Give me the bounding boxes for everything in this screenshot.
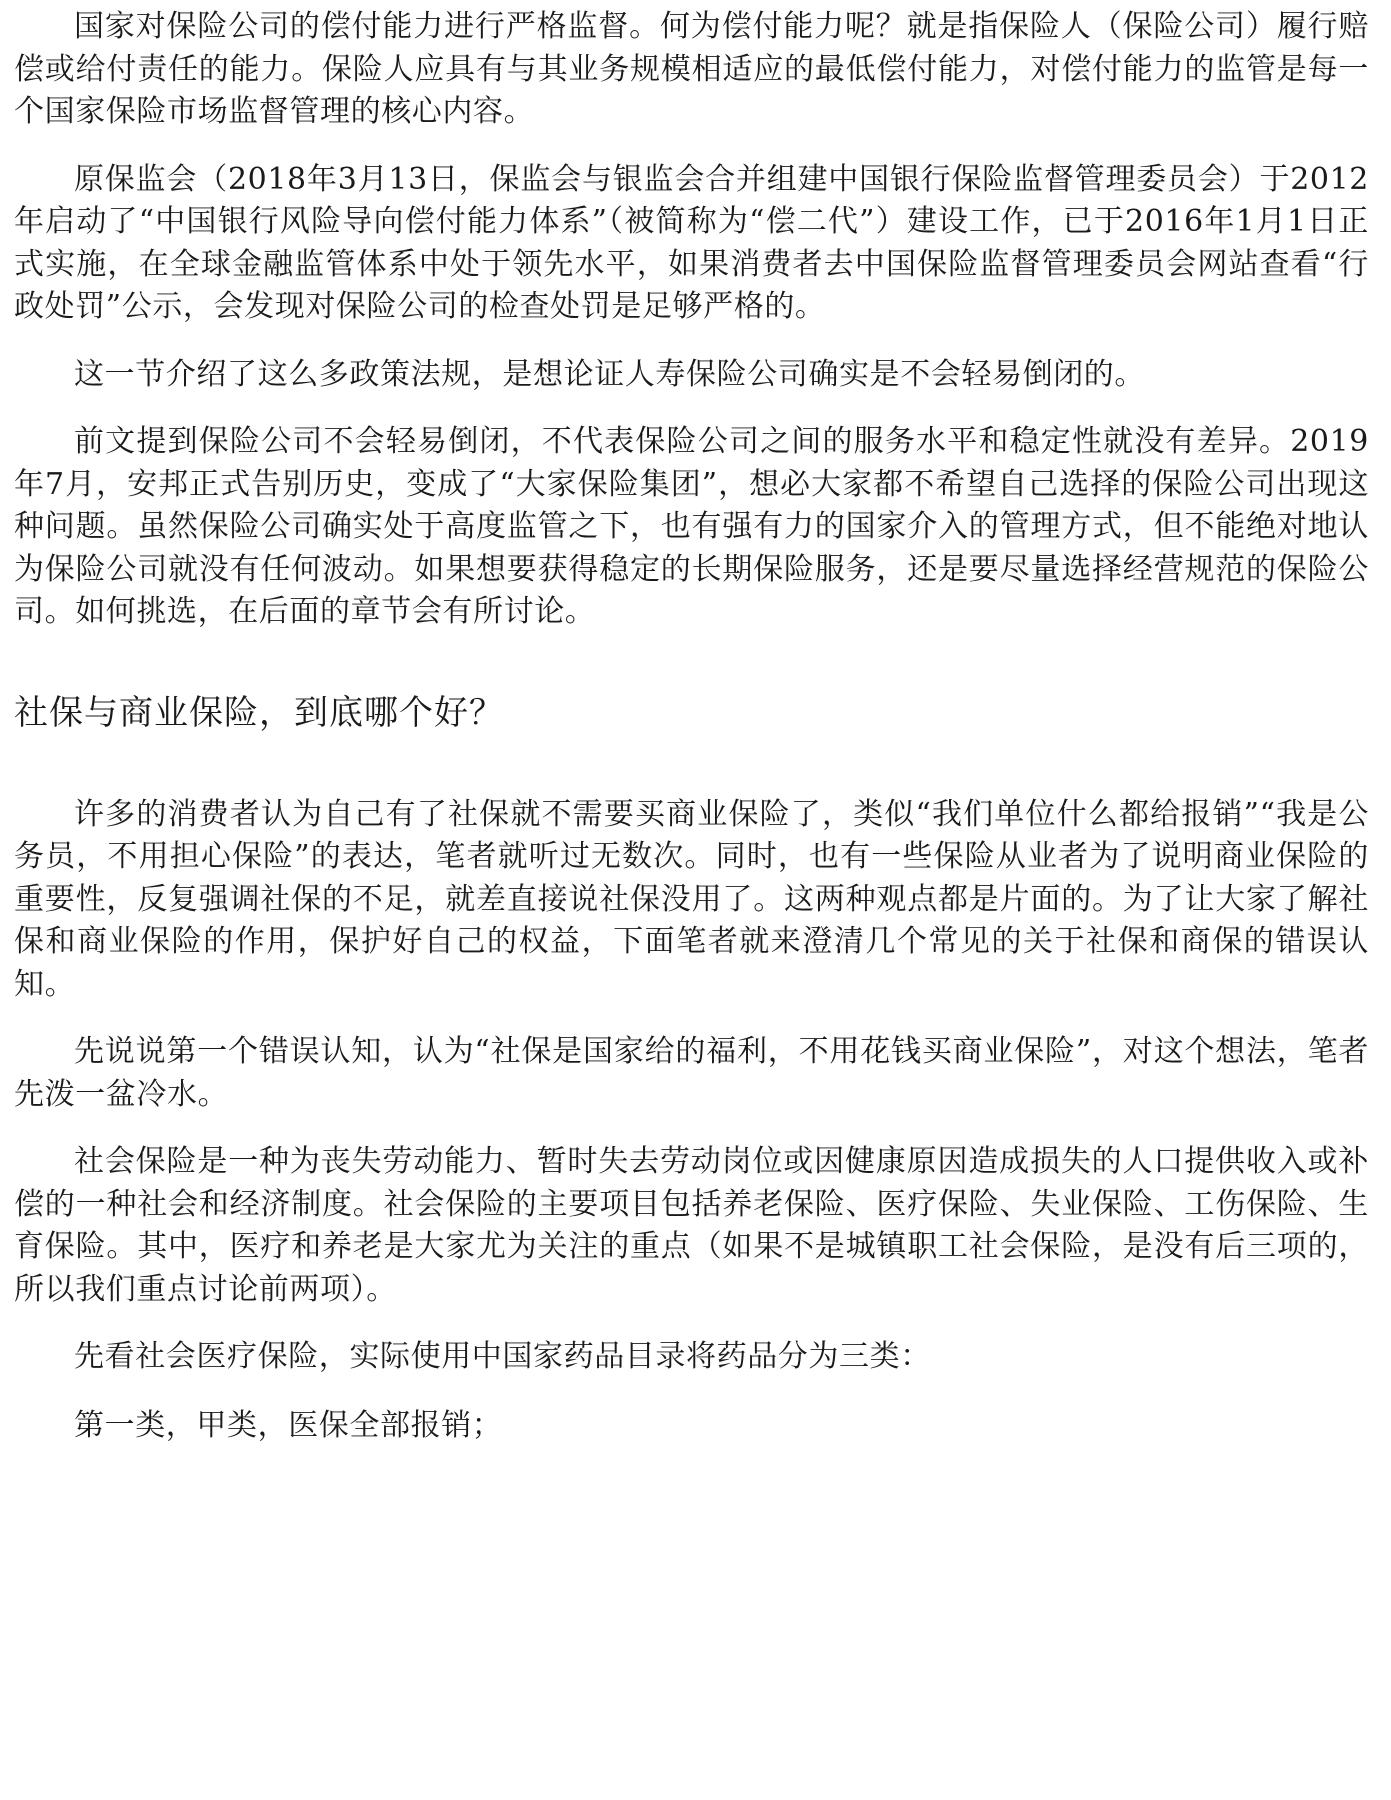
paragraph-solvency-supervision: 国家对保险公司的偿付能力进行严格监督。何为偿付能力呢？就是指保险人（保险公司）履行赔偿或给付责任的能力。保险人应具有与其业务规模相适应的最低偿付能力，对偿付能力的监管是每一个国家保险市场监督管理的核心内容。 — [14, 9, 1369, 129]
paragraph-company-stability: 前文提到保险公司不会轻易倒闭，不代表保险公司之间的服务水平和稳定性就没有差异。2019年7月，安邦正式告别历史，变成了“大家保险集团”，想必大家都不希望自己选择的保险公司出现这种问题。虽然保险公司确实处于高度监管之下，也有强有力的国家介入的管理方式，但不能绝对地认为保险公司就没有任何波动。如果想要获得稳定的长期保险服务，还是要尽量选择经营规范的保险公司。如何挑选，在后面的章节会有所讨论。 — [14, 424, 1369, 629]
paragraph-social-insurance-definition: 社会保险是一种为丧失劳动能力、暂时失去劳动岗位或因健康原因造成损失的人口提供收入或补偿的一种社会和经济制度。社会保险的主要项目包括养老保险、医疗保险、失业保险、工伤保险、生育保险。其中，医疗和养老是大家尤为关注的重点（如果不是城镇职工社会保险，是没有后三项的，所以我们重点讨论前两项）。 — [14, 1144, 1369, 1307]
section-heading: 社保与商业保险，到底哪个好？ — [14, 692, 504, 733]
paragraph-c-ross-system: 原保监会（2018年3月13日，保监会与银监会合并组建中国银行保险监督管理委员会）于2012年启动了“中国银行风险导向偿付能力体系”（被简称为“偿二代”）建设工作，已于2016年1月1日正式实施，在全球金融监管体系中处于领先水平，如果消费者去中国保险监督管理委员会网站查看“行政处罚”公示，会发现对保险公司的检查处罚是足够严格的。 — [14, 161, 1369, 324]
paragraph-drug-category-a: 第一类，甲类，医保全部报销； — [74, 1407, 503, 1443]
paragraph-medical-insurance-intro: 先看社会医疗保险，实际使用中国家药品目录将药品分为三类： — [74, 1339, 931, 1374]
paragraph-misconceptions-intro: 许多的消费者认为自己有了社保就不需要买商业保险了，类似“我们单位什么都给报销”“我是公务员，不用担心保险”的表达，笔者就听过无数次。同时，也有一些保险从业者为了说明商业保险的重要性，反复强调社保的不足，就差直接说社保没用了。这两种观点都是片面的。为了让大家了解社保和商业保险的作用，保护好自己的权益，下面笔者就来澄清几个常见的关于社保和商保的错误认知。 — [14, 796, 1369, 1002]
paragraph-policy-summary: 这一节介绍了这么多政策法规，是想论证人寿保险公司确实是不会轻易倒闭的。 — [74, 356, 1145, 392]
paragraph-first-misconception: 先说说第一个错误认知，认为“社保是国家给的福利，不用花钱买商业保险”，对这个想法，笔者先泼一盆冷水。 — [14, 1034, 1369, 1112]
